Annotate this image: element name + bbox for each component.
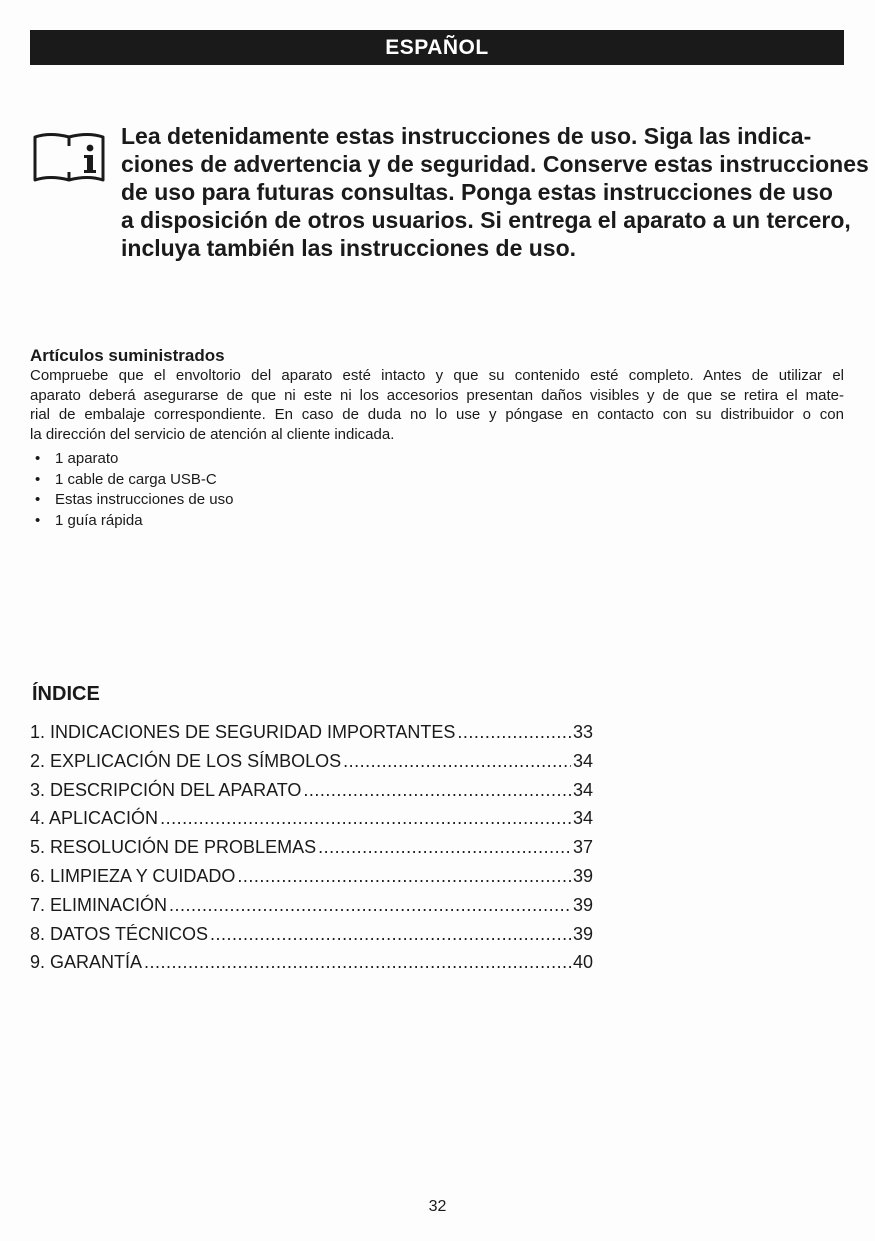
paragraph-line: rial de embalaje correspondiente. En caso de duda no lo use y póngase en contacto con su distribuidor o con xyxy=(30,406,844,423)
toc-label: 5. RESOLUCIÓN DE PROBLEMAS xyxy=(30,837,317,858)
toc-page-number: 34 xyxy=(572,750,593,771)
toc-page-number: 39 xyxy=(572,865,593,886)
list-item: • 1 aparato xyxy=(30,449,844,470)
list-item: • Estas instrucciones de uso xyxy=(30,490,844,511)
toc-leader xyxy=(160,804,571,833)
toc-page-number: 39 xyxy=(572,923,593,944)
paragraph-line: Compruebe que el envoltorio del aparato esté intacto y que su contenido esté completo. Antes de utilizar el xyxy=(30,367,844,384)
notice-line: a disposición de otros usuarios. Si entrega el aparato a un tercero, xyxy=(121,207,851,233)
notice-text xyxy=(121,122,869,262)
toc-page-number: 37 xyxy=(572,837,593,858)
toc-entry[interactable] xyxy=(30,948,593,977)
toc-label: 1. INDICACIONES DE SEGURIDAD IMPORTANTES xyxy=(30,722,456,742)
toc-leader xyxy=(303,776,571,805)
toc-label: 8. DATOS TÉCNICOS xyxy=(30,923,209,944)
manual-info-icon xyxy=(32,128,106,184)
toc-leader xyxy=(343,747,571,776)
notice-line: ciones de advertencia y de seguridad. Conserve estas instrucciones xyxy=(121,151,869,177)
notice-line: Lea detenidamente estas instrucciones de uso. Siga las indica- xyxy=(121,123,812,149)
toc-page-number: 34 xyxy=(572,779,593,800)
section-title: Artículos suministrados xyxy=(30,346,225,365)
notice-line: incluya también las instrucciones de uso. xyxy=(121,235,577,261)
section-paragraph xyxy=(30,366,844,444)
toc-entry[interactable] xyxy=(30,804,593,833)
toc-entry[interactable] xyxy=(30,891,593,920)
page-number: 32 xyxy=(428,1198,447,1215)
toc-label: 6. LIMPIEZA Y CUIDADO xyxy=(30,865,236,886)
supplied-articles-section xyxy=(30,346,844,531)
notice-line: de uso para futuras consultas. Ponga estas instrucciones de uso xyxy=(121,179,833,205)
toc-leader xyxy=(318,833,571,862)
toc-entry[interactable] xyxy=(30,718,593,747)
toc-label: 3. DESCRIPCIÓN DEL APARATO xyxy=(30,779,302,800)
paragraph-line: la dirección del servicio de atención al cliente indicada. xyxy=(30,425,395,443)
articles-list xyxy=(30,449,844,531)
list-item: • 1 cable de carga USB-C xyxy=(30,470,844,491)
toc-label: 4. APLICACIÓN xyxy=(30,808,159,829)
paragraph-line: aparato deberá asegurarse de que ni este ni los accesorios presentan daños visibles y de que se retira el mate- xyxy=(30,386,844,404)
language-header-bar xyxy=(30,30,844,65)
toc-label: 2. EXPLICACIÓN DE LOS SÍMBOLOS xyxy=(30,750,342,771)
table-of-contents xyxy=(30,718,593,977)
toc-entry[interactable] xyxy=(30,776,593,805)
toc-page-number: 34 xyxy=(572,808,593,829)
toc-leader xyxy=(237,862,571,891)
toc-leader xyxy=(169,891,571,920)
toc-entry[interactable] xyxy=(30,862,593,891)
toc-page-number: 40 xyxy=(572,952,593,973)
toc-page-number: 39 xyxy=(572,894,593,915)
toc-entry[interactable] xyxy=(30,747,593,776)
toc-leader xyxy=(210,920,571,949)
index-title: ÍNDICE xyxy=(32,683,100,705)
toc-label: 9. GARANTÍA xyxy=(30,952,143,973)
list-item: • 1 guía rápida xyxy=(30,511,844,532)
language-label: ESPAÑOL xyxy=(385,35,489,59)
toc-leader xyxy=(457,718,571,747)
toc-entry[interactable] xyxy=(30,920,593,949)
toc-leader xyxy=(144,948,571,977)
toc-label: 7. ELIMINACIÓN xyxy=(30,894,168,915)
toc-entry[interactable] xyxy=(30,833,593,862)
toc-page-number: 33 xyxy=(572,722,593,742)
